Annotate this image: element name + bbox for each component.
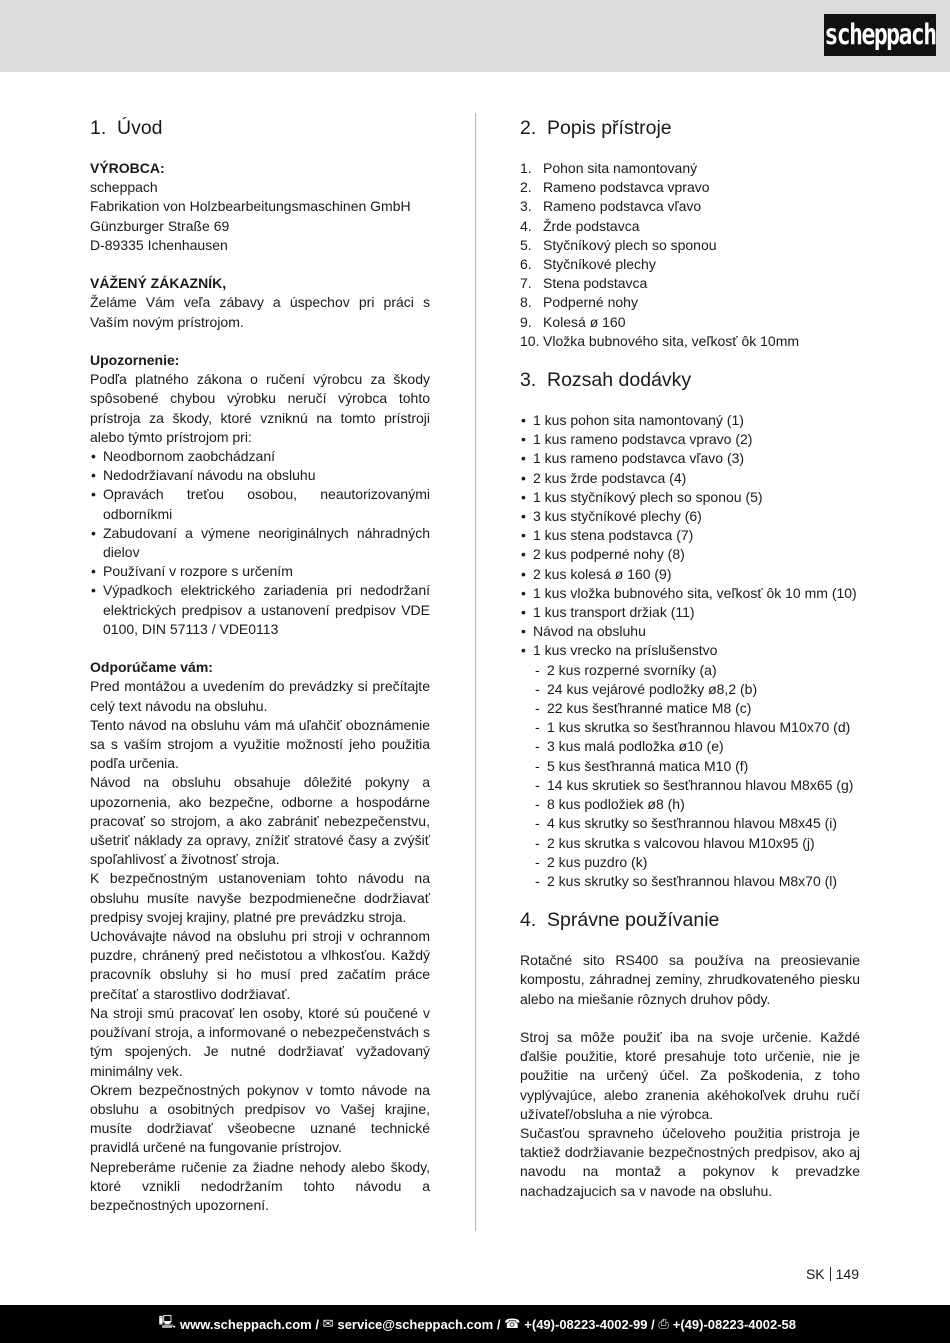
customer-text: Želáme Vám veľa zábavy a úspechov pri práci s Vaším novým prístrojom.: [90, 294, 430, 330]
list-item: • 1 kus pohon sita namontovaný (1): [520, 411, 860, 430]
list-item: - 2 kus skrutka s valcovou hlavou M10x95 (j): [520, 834, 860, 853]
list-item: • 2 kus kolesá ø 160 (9): [520, 565, 860, 584]
list-item: • 1 kus rameno podstavca vpravo (2): [520, 430, 860, 449]
list-item: - 22 kus šesťhranné matice M8 (c): [520, 699, 860, 718]
section-1-number: 1.: [90, 117, 107, 139]
list-item: • Návod na obsluhu: [520, 622, 860, 641]
list-item: 7. Stena podstavca: [520, 275, 648, 292]
list-item: • Neodbornom zaobchádzaní: [90, 447, 430, 466]
manufacturer-line: Fabrikation von Holzbearbeitungsmaschinen GmbH: [90, 198, 411, 215]
list-item: - 2 kus rozperné svorníky (a): [520, 661, 860, 680]
usage-paragraph: Stroj sa môže použiť iba na svoje určenie. Každé ďalšie použitie, ktoré presahuje toto určenie, nie je použitie na určený účel. Za poškodenia, z toho vyplývajúce, alebo zranenia akéhokoľvek druhu ručí užívateľ/obsluha a nie výrobca.: [520, 1028, 860, 1122]
list-item: • 2 kus podperné nohy (8): [520, 545, 860, 564]
manufacturer-line: Günzburger Straße 69: [90, 217, 230, 234]
page-number: [806, 1265, 859, 1283]
list-item: - 8 kus podložiek ø8 (h): [520, 795, 860, 814]
list-item: • 1 kus transport držiak (11): [520, 603, 860, 622]
section-4-number: 4.: [520, 909, 537, 932]
section-1-heading: [90, 116, 430, 140]
computer-icon: 🖳: [158, 1314, 176, 1329]
list-item: - 2 kus skrutky so šesťhrannou hlavou M8x70 (l): [520, 872, 860, 891]
section-4-title: Správne používanie: [547, 909, 720, 932]
scheppach-logo[interactable]: [824, 14, 936, 56]
footer-web-link[interactable]: www.scheppach.com /: [179, 1316, 319, 1332]
accessory-list: [520, 661, 860, 891]
list-item: • 1 kus vložka bubnového sita, veľkosť ôk 10 mm (10): [520, 584, 860, 603]
list-item: • Nedodržiavaní návodu na obsluhu: [90, 466, 430, 485]
section-1-title: Úvod: [117, 117, 163, 139]
footer-phone: +(49)-08223-4002-99 /: [524, 1316, 655, 1332]
footer-fax: +(49)-08223-4002-58: [672, 1316, 796, 1332]
list-item: • 1 kus styčníkový plech so sponou (5): [520, 488, 860, 507]
list-item: 1. Pohon sita namontovaný: [520, 160, 698, 176]
recommend-paragraph: Na stroji smú pracovať len osoby, ktoré sú poučené v používaní stroja, a informované o nebezpečenstvách s tým spojených. Je nutné dodržiavať vyžadovaný minimálny vek.: [90, 1004, 430, 1079]
column-divider: [475, 113, 476, 1231]
fax-icon: ⎙: [658, 1316, 669, 1331]
phone-icon: ☎: [504, 1316, 521, 1331]
list-item: 6. Styčníkové plechy: [520, 256, 656, 273]
list-item: - 4 kus skrutky so šesťhrannou hlavou M8x45 (i): [520, 814, 860, 833]
section-2-number: 2.: [520, 117, 537, 139]
usage-paragraph: Sučasťou spravneho účeloveho použitia pristroja je taktiež dodržiavanie bezpečnostných predpisov, ako aj navodu na montaž a pokynov k prevadzke nachadzajucich sa v navode na obsluhu.: [520, 1124, 860, 1199]
list-item: • 2 kus žrde podstavca (4): [520, 469, 860, 488]
notice-list: [90, 447, 430, 639]
section-2-title: Popis přístroje: [547, 117, 672, 139]
section-3-heading: [520, 368, 860, 392]
section-2-heading: [520, 116, 860, 140]
recommend-paragraph: K bezpečnostným ustanoveniam tohto návodu na obsluhu musíte navyše bezpodmienečne dodržiavať predpisy svojej krajiny, platné pre prevádzku stroja.: [90, 870, 430, 925]
list-item: 9. Kolesá ø 160: [520, 313, 626, 330]
list-item: 3. Rameno podstavca vľavo: [520, 198, 702, 215]
recommend-label: Odporúčame vám:: [90, 659, 213, 676]
section-4-heading: [520, 908, 860, 932]
notice-text: Podľa platného zákona o ručení výrobcu za škody spôsobené chybou výrobku neručí výrobca tohto prístroja za škody, ktoré vzniknú na tomto prístroji alebo týmto prístrojom pri:: [90, 371, 430, 445]
list-item: 4. Žrde podstavca: [520, 217, 640, 234]
list-item: • 1 kus rameno podstavca vľavo (3): [520, 449, 860, 468]
list-item: • 3 kus styčníkové plechy (6): [520, 507, 860, 526]
customer-label: VÁŽENÝ ZÁKAZNÍK,: [90, 275, 227, 292]
notice-label: Upozornenie:: [90, 352, 180, 368]
section-3-number: 3.: [520, 369, 537, 392]
manufacturer-label: VÝROBCA:: [90, 160, 165, 176]
left-column: [90, 116, 430, 1215]
recommend-paragraph: Návod na obsluhu obsahuje dôležité pokyny a upozornenia, ako bezpečne, odborne a hospodárne pracovať so strojom, a ako zabrániť nebezpečenstvu, ušetriť náklady za opravy, znížiť stratové časy a zvýšiť spoľahlivosť a životnosť stroja.: [90, 774, 430, 868]
list-item: • 1 kus vrecko na príslušenstvo: [520, 641, 860, 660]
delivery-list: [520, 411, 860, 661]
footer-bar: [0, 1305, 950, 1343]
list-item: - 2 kus puzdro (k): [520, 853, 860, 872]
parts-list: [520, 159, 860, 351]
header-band: [0, 0, 950, 72]
page-number-value: 149: [835, 1266, 859, 1282]
list-item: 10. Vložka bubnového sita, veľkosť ôk 10mm: [520, 332, 800, 349]
recommend-paragraph: Pred montážou a uvedením do prevádzky si prečítajte celý text návodu na obsluhu.: [90, 678, 430, 714]
language-code: SK: [805, 1266, 825, 1282]
list-item: - 14 kus skrutiek so šesťhrannou hlavou M8x65 (g): [520, 776, 860, 795]
list-item: - 5 kus šesťhranná matica M10 (f): [520, 757, 860, 776]
envelope-icon: ✉: [322, 1316, 334, 1331]
right-column: [520, 116, 860, 1201]
list-item: 2. Rameno podstavca vpravo: [520, 179, 710, 196]
list-item: - 24 kus vejárové podložky ø8,2 (b): [520, 680, 860, 699]
usage-paragraph: Rotačné sito RS400 sa používa na preosievanie kompostu, záhradnej zeminy, zhrudkovateného piesku alebo na miešanie rôznych druhov pôdy.: [520, 952, 860, 1007]
recommend-paragraph: Uchovávajte návod na obsluhu pri stroji v ochrannom puzdre, chránený pred nečistotou a vlhkosťou. Každý pracovník obsluhy si ho musí pred začatím práce prečítať a starostlivo dodržiavať.: [90, 928, 430, 1002]
list-item: • Zabudovaní a výmene neoriginálnych náhradných dielov: [90, 524, 430, 562]
recommend-paragraph: Tento návod na obsluhu vám má uľahčiť oboznámenie sa s vaším strojom a využitie možností jeho použitia podľa určenia.: [90, 716, 430, 772]
list-item: • Používaní v rozpore s určením: [90, 562, 430, 581]
logo-text: scheppach: [824, 18, 936, 52]
manufacturer-line: scheppach: [90, 179, 158, 196]
list-item: • Opravách treťou osobou, neautorizovanými odborníkmi: [90, 485, 430, 523]
list-item: • Výpadkoch elektrického zariadenia pri nedodržaní elektrických predpisov a ustanovení predpisov VDE 0100, DIN 57113 / VDE0113: [90, 581, 430, 639]
list-item: 5. Styčníkový plech so sponou: [520, 236, 717, 253]
recommend-paragraph: Okrem bezpečnostných pokynov v tomto návode na obsluhu a osobitných predpisov vo Vašej krajine, musíte dodržiavať všeobecne uznané technické pravidlá určené na fungovanie prístrojov.: [90, 1081, 430, 1156]
list-item: - 1 kus skrutka so šesťhrannou hlavou M10x70 (d): [520, 718, 860, 737]
section-3-title: Rozsah dodávky: [547, 369, 692, 392]
list-item: - 3 kus malá podložka ø10 (e): [520, 737, 860, 756]
recommend-paragraph: Nepreberáme ručenie za žiadne nehody alebo škody, ktoré vznikli nedodržaním tohto návodu a bezpečnostných upozornení.: [90, 1158, 430, 1213]
footer-email-link[interactable]: service@scheppach.com /: [337, 1316, 501, 1332]
list-item: 8. Podperné nohy: [520, 294, 638, 311]
manufacturer-line: D-89335 Ichenhausen: [90, 236, 228, 253]
list-item: • 1 kus stena podstavca (7): [520, 526, 860, 545]
